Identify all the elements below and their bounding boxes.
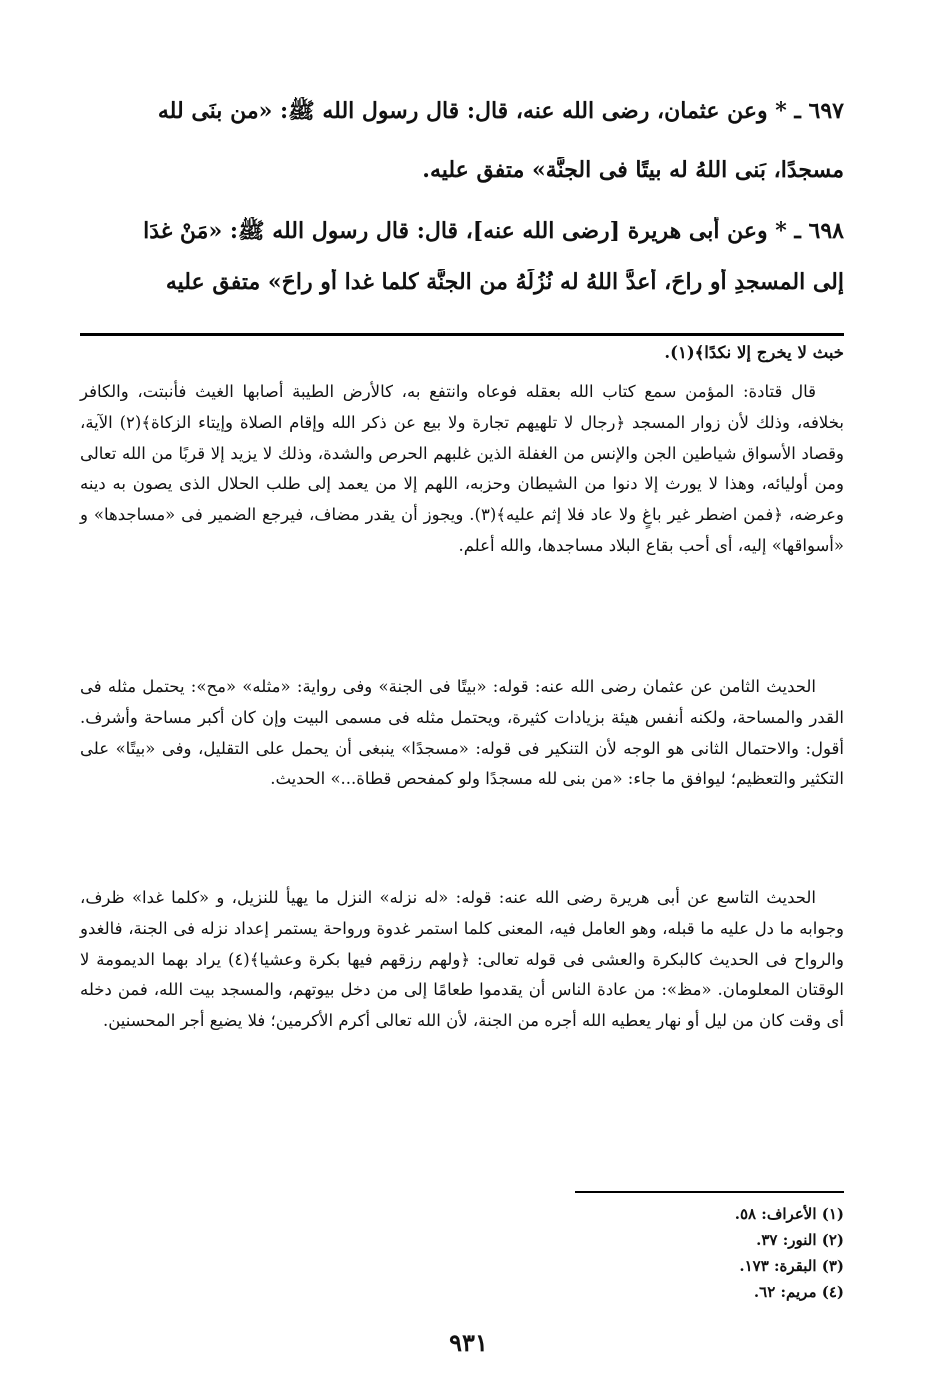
hadith-697-line-2: مسجدًا، بَنى اللهُ له بيتًا فى الجنَّة» متفق عليه.: [422, 157, 844, 183]
footnote-divider: [575, 1191, 844, 1193]
commentary-qatada: قال قتادة: المؤمن سمع كتاب الله بعقله فوعاه وانتفع به، كالأرض الطيبة أصابها الغيث فأنبتت، والكافر بخلافه، وذلك لأن زوار المسجد ﴿رجال لا تلهيهم تجارة ولا بيع عن ذكر الله وإقام الصلاة وإيتاء الزكاة﴾(٢) الآية، وقصاد الأسواق شياطين الجن والإنس من الغفلة الذين غلبهم الحرص والشدة، وذلك لا يزيد إلا قربًا من الله تعالى ومن أوليائه، وهذا لا يورث إلا دنوا من الشيطان وحزبه، اللهم إلا من يعمد إلى طلب الحلال الذى يصون به دينه وعرضه، ﴿فمن اضطر غير باغٍ ولا عاد فلا إثم عليه﴾(٣). ويجوز أن يقدر مضاف، فيرجع الضمير فى «مساجدها» و «أسواقها» إليه، أى أحب بقاع البلاد مساجدها، والله أعلم.: [80, 382, 844, 555]
hadith-698-line-1: ٦٩٨ ـ * وعن أبى هريرة [رضى الله عنه]، قال: قال رسول الله ﷺ: «مَنْ غدَا: [143, 218, 844, 244]
hadith-697-line-1: ٦٩٧ ـ * وعن عثمان، رضى الله عنه، قال: قال رسول الله ﷺ: «من بنَى لله: [157, 98, 844, 124]
footnote: (٢) النور: ٣٧.: [756, 1231, 844, 1249]
footnote: (١) الأعراف: ٥٨.: [734, 1205, 844, 1223]
commentary-continuation: خبث لا يخرج إلا نكدًا﴾(١).: [664, 343, 844, 362]
main-divider: [80, 333, 844, 336]
footnotes: [624, 1201, 844, 1305]
commentary-hadith-8: الحديث الثامن عن عثمان رضى الله عنه: قوله: «بيتًا فى الجنة» وفى رواية: «مثله» «مح»: يحتمل مثله فى القدر والمساحة، ولكنه أنفس هيئة بزيادات كثيرة، ويحتمل مثله فى مسمى البيت وإن كان أكبر مساحة وأشرف. أقول: والاحتمال الثانى هو الوجه لأن التنكير فى قوله: «مسجدًا» ينبغى أن يحمل على التقليل، وفى «بيتًا» على التكثير والتعظيم؛ ليوافق ما جاء: «من بنى لله مسجدًا ولو كمفحص قطاة...» الحديث.: [80, 677, 844, 789]
commentary-hadith-9: الحديث التاسع عن أبى هريرة رضى الله عنه: قوله: «له نزله» النزل ما يهيأ للنزيل، و «كلما غدا» ظرف، وجوابه ما دل عليه ما قبله، وهو العامل فيه، المعنى كلما استمر غدوة ورواحة يستمر إعداد نزله فى الجنة، فالغدو والرواح فى الحديث كالبكرة والعشى فى قوله تعالى: ﴿ولهم رزقهم فيها بكرة وعشيا﴾(٤) يراد بهما الديمومة لا الوقتان المعلومان. «مظ»: من عادة الناس أن يقدموا طعامًا إلى من دخل بيوتهم، والمسجد بيت الله، فمن دخله أى وقت كان من ليل أو نهار يعطيه الله أجره من الجنة، لأن الله تعالى أكرم الأكرمين؛ فلا يضيع أجر المحسنين.: [80, 888, 844, 1031]
page-number: ٩٣١: [449, 1328, 488, 1357]
hadith-698-line-2: إلى المسجدِ أو راحَ، أعدَّ اللهُ له نُزُلَهُ من الجنَّة كلما غدا أو راحَ» متفق عليه: [165, 269, 844, 295]
footnote: (٣) البقرة: ١٧٣.: [739, 1257, 844, 1275]
footnote: (٤) مريم: ٦٢.: [753, 1283, 844, 1301]
